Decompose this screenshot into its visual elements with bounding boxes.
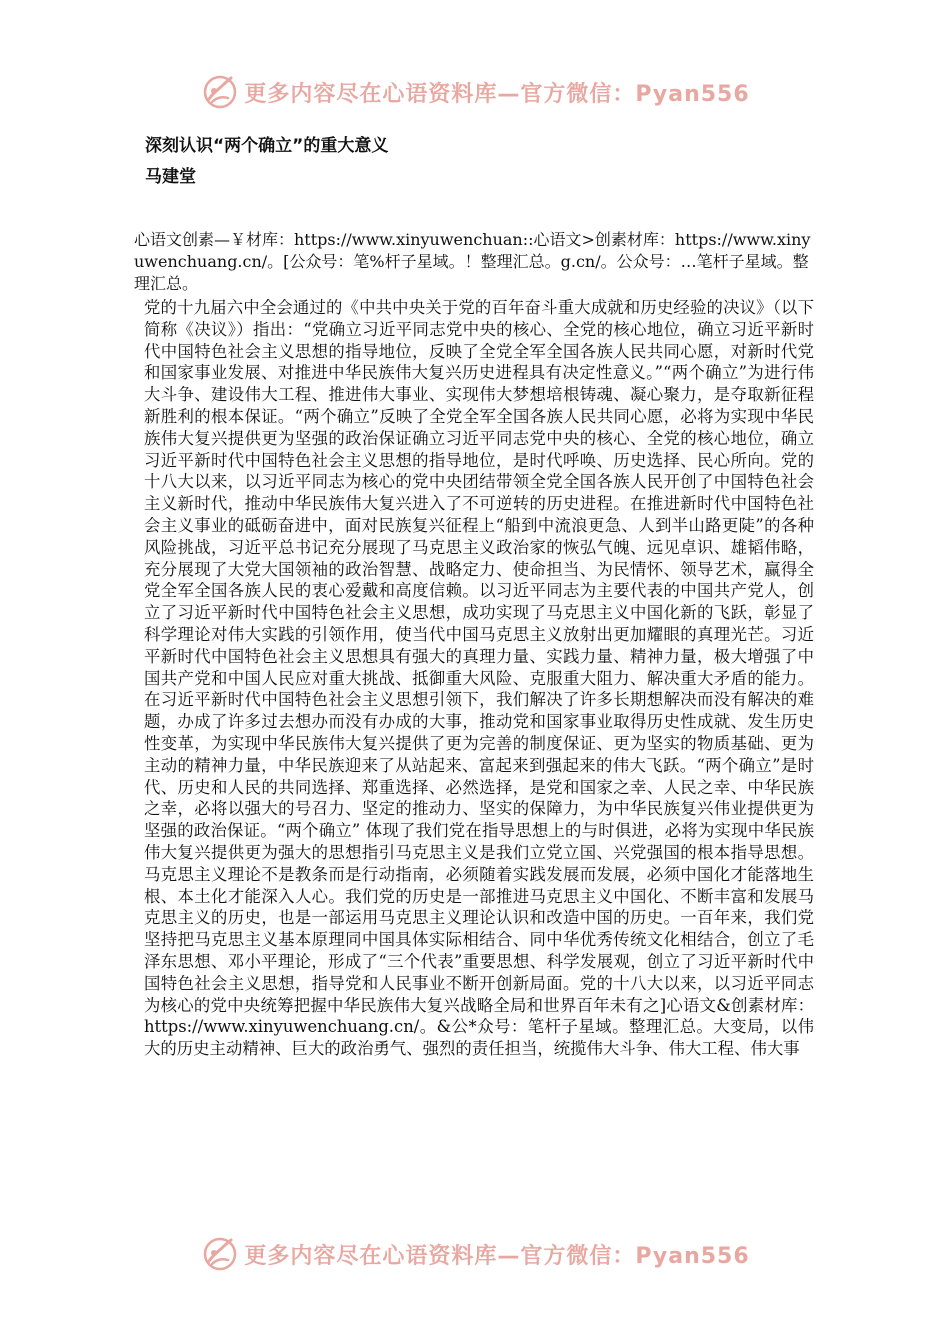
body-paragraph: 党的十九届六中全会通过的《中共中央关于党的百年奋斗重大成就和历史经验的决议》（以下简称《决议》）指出：“党确立习近平同志党中央的核心、全党的核心地位，确立习近平新时代中国特色社会主义思想的指导地位，反映了全党全军全国各族人民共同心愿，对新时代党和国家事业发展、对推进中华民族伟大复兴历史进程具有决定性意义。”“两个确立”为进行伟大斗争、建设伟大工程、推进伟大事业、实现伟大梦想培根铸魂、凝心聚力，是夺取新征程新胜利的根本保证。“两个确立”反映了全党全军全国各族人民共同心愿，必将为实现中华民族伟大复兴提供更为坚强的政治保证确立习近平同志党中央的核心、全党的核心地位，确立习近平新时代中国特色社会主义思想的指导地位，是时代呼唤、历史选择、民心所向。党的十八大以来，以习近平同志为核心的党中央团结带领全党全国各族人民开创了中国特色社会主义新时代，推动中华民族伟大复兴进入了不可逆转的历史进程。在推进新时代中国特色社会主义事业的砥砺奋进中，面对民族复兴征程上“船到中流浪更急、人到半山路更陡”的各种风险挑战，习近平总书记充分展现了马克思主义政治家的恢弘气魄、远见卓识、雄韬伟略，充分展现了大党大国领袖的政治智慧、战略定力、使命担当、为民情怀、领导艺术，赢得全党全军全国各族人民的衷心爱戴和高度信赖。以习近平同志为主要代表的中国共产党人，创立了习近平新时代中国特色社会主义思想，成功实现了马克思主义中国化新的飞跃，彰显了科学理论对伟大实践的引领作用，使当代中国马克思主义放射出更加耀眼的真理光芒。习近平新时代中国特色社会主义思想具有强大的真理力量、实践力量、精神力量，极大增强了中国共产党和中国人民应对重大挑战、抵御重大风险、克服重大阻力、解决重大矛盾的能力。在习近平新时代中国特色社会主义思想引领下，我们解决了许多长期想解决而没有解决的难题，办成了许多过去想办而没有办成的大事，推动党和国家事业取得历史性成就、发生历史性变革，为实现中华民族伟大复兴提供了更为完善的制度保证、更为坚实的物质基础、更为主动的精神力量，中华民族迎来了从站起来、富起来到强起来的伟大飞跃。“两个确立”是时代、历史和人民的共同选择、郑重选择、必然选择，是党和国家之幸、人民之幸、中华民族之幸，必将以强大的号召力、坚定的推动力、坚实的保障力，为中华民族复兴伟业提供更为坚强的政治保证。“两个确立” 体现了我们党在指导思想上的与时俱进，必将为实现中华民族伟大复兴提供更为强大的思想指引马克思主义是我们立党立国、兴党强国的根本指导思想。马克思主义理论不是教条而是行动指南，必须随着实践发展而发展，必须中国化才能落地生根、本土化才能深入人心。我们党的历史是一部推进马克思主义中国化、不断丰富和发展马克思主义的历史，也是一部运用马克思主义理论认识和改造中国的历史。一百年来，我们党坚持把马克思主义基本原理同中国具体实际相结合、同中华优秀传统文化相结合，创立了毛泽东思想、邓小平理论，形成了“三个代表”重要思想、科学发展观，创立了习近平新时代中国特色社会主义思想，指导党和人民事业不断开创新局面。党的十八大以来，以习近平同志为核心的党中央统筹把握中华民族伟大复兴战略全局和世界百年未有之]心语文&创素材库：https://www.xinyuwenchuang.cn/。&公*众号：笔杆子星域。整理汇总。大变局，以伟大的历史主动精神、巨大的政治勇气、强烈的责任担当，统揽伟大斗争、伟大工程、伟大事 <box>144 298 814 1059</box>
document-author: 马建堂 <box>145 167 196 187</box>
document-title: 深刻认识“两个确立”的重大意义 <box>145 136 389 156</box>
footer-banner <box>0 1232 950 1276</box>
hand-pen-logo-icon <box>200 72 240 112</box>
banner-text: 更多内容尽在心语资料库—官方微信：Pyan556 <box>244 81 750 107</box>
banner-text: 更多内容尽在心语资料库—官方微信：Pyan556 <box>244 1243 750 1269</box>
source-note: 心语文创素—￥材库：https://www.xinyuwenchuan::心语文>创素材库：https://www.xinyuwenchuang.cn/。[公众号：笔%杆子星域。！整理汇总。g.cn/。公众号：…笔杆子星域。整理汇总。 <box>134 230 811 293</box>
header-banner <box>0 70 950 114</box>
hand-pen-logo-icon <box>200 1234 240 1274</box>
